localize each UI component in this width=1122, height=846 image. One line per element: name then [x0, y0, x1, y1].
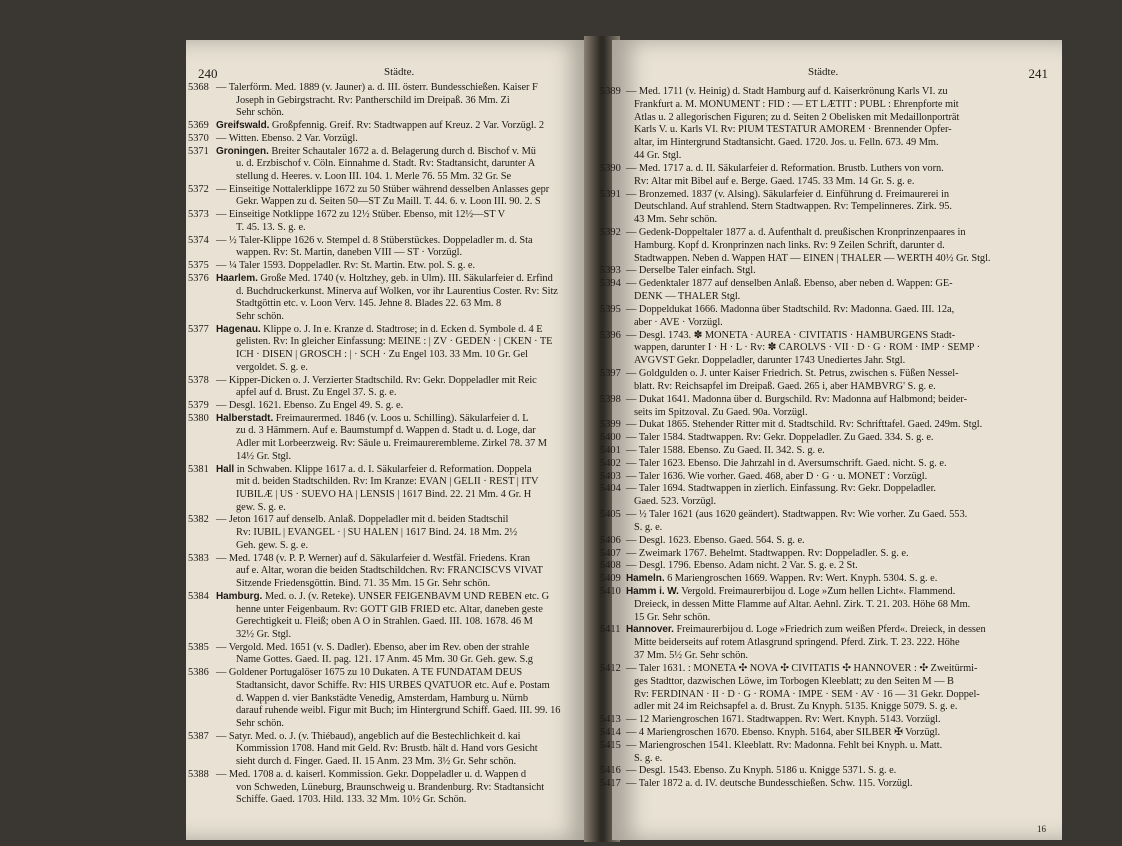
entry-text: Gaed. 523. Vorzügl.	[634, 496, 717, 508]
catalog-line	[236, 782, 590, 793]
entry-text: d. Wappen d. vier Bankstädte Venedig, Amsterdam, Hamburg u. Nürnb	[236, 692, 528, 704]
catalog-line	[626, 740, 1054, 751]
catalog-line	[634, 355, 1054, 366]
catalog-line	[236, 489, 590, 500]
catalog-line	[626, 189, 1054, 200]
entry-text: Rv: Altar mit Bibel auf e. Berge. Gaed. 1745. 33 Mm. 14 Gr. S. g. e.	[634, 175, 915, 187]
lot-number: 5390	[600, 162, 621, 174]
entry-text: — Goldener Portugalöser 1675 zu 10 Dukaten. A TE FUNDATAM DEUS	[216, 667, 523, 679]
catalog-line	[634, 676, 1054, 687]
entry-text: Großpfennig. Greif. Rv: Stadtwappen auf Kreuz. 2 Var. Vorzügl. 2	[269, 120, 545, 132]
lot-number: 5404	[600, 483, 621, 495]
catalog-line	[634, 99, 1054, 110]
lot-number: 5414	[600, 727, 621, 738]
catalog-line	[634, 612, 1054, 623]
catalog-line	[216, 413, 590, 424]
catalog-line	[626, 509, 1054, 520]
entry-text: — Satyr. Med. o. J. (v. Thiébaud), angeblich auf die Bestechlichkeit d. kai	[216, 730, 521, 742]
entry-text: ICH · DISEN | GROSCH : | · SCH · Zu Engel 103. 33 Mm. 10 Gr. Gel	[236, 349, 528, 361]
catalog-line	[626, 548, 1054, 559]
lot-number: 5409	[600, 573, 621, 585]
entry-text: IUBILÆ | US · SUEVO HA | LENSIS | 1617 Bind. 22. 21 Mm. 4 Gr. H	[236, 489, 532, 501]
catalog-line	[626, 714, 1054, 725]
signature-mark: 16	[1037, 824, 1046, 834]
lot-number: 5416	[600, 765, 621, 777]
entry-text: Rv: FERDINAN · II · D · G · ROMA · IMPE · SEM · AV · 16 — 31 Gekr. Doppel-	[634, 688, 980, 700]
entry-text: aber · AVE · Vorzügl.	[634, 316, 723, 328]
catalog-line	[236, 387, 590, 398]
catalog-line	[626, 560, 1054, 571]
catalog-line	[236, 196, 590, 207]
entry-text: — Med. 1708 a. d. kaiserl. Kommission. Gekr. Doppeladler u. d. Wappen d	[216, 768, 526, 780]
lot-number: 5411	[600, 624, 621, 636]
catalog-line	[236, 705, 590, 716]
lot-number: 5383	[188, 552, 209, 564]
entry-text: gew. S. g. e.	[236, 501, 286, 513]
catalog-line	[236, 476, 590, 487]
entry-text: von Schweden, Lüneburg, Braunschweig u. Brandenburg. Rv: Stadtansicht	[236, 781, 545, 793]
city-heading: Haarlem.	[216, 272, 258, 284]
catalog-line	[216, 400, 590, 411]
entry-text: — Einseitige Nottalerklippe 1672 zu 50 Stüber während desselben Anlasses gepr	[216, 183, 550, 195]
lot-number: 5389	[600, 86, 621, 97]
lot-number: 5399	[600, 419, 621, 431]
catalog-line	[216, 235, 590, 246]
right-page	[600, 40, 1062, 840]
lot-number: 5402	[600, 457, 621, 469]
catalog-line	[634, 342, 1054, 353]
entry-text: — Taler 1623. Ebenso. Die Jahrzahl in d. Aversumschrift. Gaed. nicht. S. g. e.	[626, 457, 947, 469]
catalog-line	[236, 298, 590, 309]
catalog-line	[216, 260, 590, 271]
entry-text: — Desgl. 1623. Ebenso. Gaed. 564. S. g. e.	[626, 534, 805, 546]
catalog-line	[236, 604, 590, 615]
entry-text: Stadtgöttin etc. v. Loon Verv. 145. Jehne 8. Blades 22. 63 Mm. 8	[236, 298, 502, 310]
catalog-line	[236, 565, 590, 576]
lot-number: 5384	[188, 590, 209, 602]
catalog-line	[216, 120, 590, 131]
running-head: Städte.	[808, 66, 839, 78]
entry-text: 44 Gr. Stgl.	[634, 150, 682, 162]
catalog-line	[634, 124, 1054, 135]
running-head: Städte.	[384, 66, 415, 78]
entry-text: 43 Mm. Sehr schön.	[634, 214, 718, 226]
entry-text: Karls V. u. Karls VI. Rv: PIUM TESTATUR AMOREM · Brennender Opfer-	[634, 124, 952, 136]
entry-text: — Desgl. 1543. Ebenso. Zu Knyph. 5186 u. Knigge 5371. S. g. e.	[626, 765, 897, 777]
entry-text: — Taler 1872 a. d. IV. deutsche Bundesschießen. Schw. 115. Vorzügl.	[626, 778, 913, 790]
entry-text: altar, im Hintergrund Stadtansicht. Gaed. 1720. Jos. u. Felln. 673. 49 Mm.	[634, 137, 939, 149]
city-heading: Hameln.	[626, 573, 665, 585]
catalog-line	[634, 496, 1054, 507]
entry-text: — Desgl. 1743. ✽ MONETA · AUREA · CIVITATIS · HAMBURGENS Stadt-	[626, 329, 956, 341]
entry-text: — Desgl. 1621. Ebenso. Zu Engel 49. S. g. e.	[216, 400, 404, 411]
catalog-line	[626, 163, 1054, 174]
catalog-line	[634, 112, 1054, 123]
catalog-line	[634, 291, 1054, 302]
catalog-line	[236, 680, 590, 691]
lot-number: 5382	[188, 514, 209, 526]
entry-text: T. 45. 13. S. g. e.	[236, 221, 306, 233]
entry-text: wappen. Rv: St. Martin, daneben VIII — ST · Vorzügl.	[236, 247, 463, 259]
entry-text: — Med. 1711 (v. Heinig) d. Stadt Hamburg auf d. Kaiserkrönung Karls VI. zu	[626, 86, 948, 97]
lot-number: 5379	[188, 400, 209, 411]
catalog-line	[236, 527, 590, 538]
catalog-line	[216, 273, 590, 284]
lot-number: 5401	[600, 444, 621, 456]
entry-text: Kommission 1708. Hand mit Geld. Rv: Brustb. hält d. Hand vors Gesicht	[236, 743, 538, 755]
entry-text: — Med. 1748 (v. P. P. Werner) auf d. Säkularfeier d. Westfäl. Friedens. Kran	[216, 552, 531, 564]
entry-text: — Zweimark 1767. Behelmt. Stadtwappen. Rv: Doppeladler. S. g. e.	[626, 547, 909, 559]
entry-text: blatt. Rv: Reichsapfel im Dreipaß. Gaed. 265 i, aber HAMBVRG' S. g. e.	[634, 380, 936, 392]
entry-text: darauf ruhende weibl. Figur mit Buch; im Hintergrund Schiff. Gaed. III. 99. 16	[236, 705, 561, 717]
catalog-line	[236, 286, 590, 297]
entry-text: — Vergold. Med. 1651 (v. S. Dadler). Ebenso, aber im Rev. oben der strahle	[216, 641, 530, 653]
lot-number: 5378	[188, 374, 209, 386]
catalog-line	[236, 349, 590, 360]
lot-number: 5370	[188, 132, 209, 144]
entry-text: Freimaurermed. 1846 (v. Loos u. Schilling). Säkularfeier d. L	[273, 412, 529, 424]
entry-text: Gerechtigkeit u. Fleiß; oben A O in Strahlen. Gaed. III. 108. 1678. 46 M	[236, 616, 533, 628]
catalog-line	[634, 599, 1054, 610]
city-heading: Greifswald.	[216, 120, 270, 132]
catalog-line	[236, 540, 590, 551]
entry-text: u. d. Erzbischof v. Cöln. Einnahme d. Stadt. Rv: Stadtansicht, darunter A	[236, 158, 536, 170]
entry-text: — Desgl. 1796. Ebenso. Adam nicht. 2 Var. S. g. e. 2 St.	[626, 560, 858, 572]
entry-text: sieht durch d. Finger. Gaed. II. 15 Anm. 23 Mm. 3½ Gr. Sehr schön.	[236, 756, 517, 768]
entry-text: 14½ Gr. Stgl.	[236, 450, 292, 462]
catalog-line	[236, 158, 590, 169]
lot-number: 5397	[600, 368, 621, 380]
lot-number: 5407	[600, 547, 621, 559]
catalog-line	[634, 637, 1054, 648]
entry-text: — Taler 1694. Stadtwappen in zierlich. Einfassung. Rv: Gekr. Doppeladler.	[626, 483, 936, 495]
catalog-line	[634, 240, 1054, 251]
lot-number: 5376	[188, 272, 209, 284]
entry-text: — 4 Mariengroschen 1670. Ebenso. Knyph. 5164, aber SILBER ✠ Vorzügl.	[626, 727, 941, 738]
entry-text: auf e. Altar, woran die beiden Stadtschildchen. Rv: FRANCISCVS VIVAT	[236, 565, 543, 577]
entry-text: — Jeton 1617 auf denselb. Anlaß. Doppeladler mit d. beiden Stadtschil	[216, 514, 509, 526]
catalog-line	[626, 586, 1054, 597]
city-heading: Hamm i. W.	[626, 585, 679, 597]
catalog-line	[626, 663, 1054, 674]
entry-text: — Dukat 1641. Madonna über d. Burgschild. Rv: Madonna auf Halbmond; beider-	[626, 393, 967, 405]
catalog-line	[216, 375, 590, 386]
catalog-line	[626, 535, 1054, 546]
entry-text: Name Gottes. Gaed. II. pag. 121. 17 Anm. 45 Mm. 30 Gr. Geh. gew. S.g	[236, 654, 533, 666]
catalog-line	[626, 624, 1054, 635]
catalog-line	[236, 616, 590, 627]
entry-text: — Taler 1631. : MONETA ✣ NOVA ✣ CIVITATIS ✣ HANNOVER : ✣ Zweitürmi-	[626, 662, 978, 674]
entry-text: Sehr schön.	[236, 310, 284, 322]
catalog-line	[236, 502, 590, 513]
catalog-line	[216, 642, 590, 653]
catalog-line	[626, 458, 1054, 469]
catalog-line	[236, 247, 590, 258]
city-heading: Hamburg.	[216, 590, 263, 602]
entry-text: — Einseitige Notklippe 1672 zu 12½ Stüber. Ebenso, mit 12½—ST V	[216, 209, 506, 221]
catalog-line	[236, 311, 590, 322]
lot-number: 5396	[600, 329, 621, 341]
entry-text: — Kipper-Dicken o. J. Verzierter Stadtschild. Rv: Gekr. Doppeladler mit Reic	[216, 374, 537, 386]
catalog-line	[634, 214, 1054, 225]
catalog-line	[626, 394, 1054, 405]
entry-text: mit d. beiden Stadtschilden. Rv: Im Kranze: EVAN | GELII · REST | ITV	[236, 476, 539, 488]
lot-number: 5372	[188, 183, 209, 195]
city-heading: Halberstadt.	[216, 412, 274, 424]
entry-text: — ½ Taler 1621 (aus 1620 geändert). Stadtwappen. Rv: Wie vorher. Zu Gaed. 553.	[626, 509, 968, 521]
catalog-line	[634, 407, 1054, 418]
page-number: 240	[198, 66, 218, 81]
catalog-line	[634, 150, 1054, 161]
entry-text: — ½ Taler-Klippe 1626 v. Stempel d. 8 Stüberstückes. Doppeladler m. d. Sta	[216, 234, 533, 246]
catalog-line	[236, 794, 590, 805]
catalog-line	[216, 184, 590, 195]
entry-text: Stadtansicht, davor Schiffe. Rv: HIS URBES QVATUOR etc. Auf e. Postam	[236, 679, 550, 691]
lot-number: 5408	[600, 560, 621, 572]
entry-text: Gekr. Wappen zu d. Seiten 50—ST Zu Maill. T. 44. 6. v. Loon III. 90. 2. S	[236, 196, 541, 208]
catalog-line	[236, 693, 590, 704]
entry-text: wappen, darunter I · H · L · Rv: ✽ CAROLVS · VII · D · G · ROM · IMP · SEMP ·	[634, 342, 980, 354]
entry-text: — Med. 1717 a. d. II. Säkularfeier d. Reformation. Brustb. Luthers von vorn.	[626, 162, 944, 174]
catalog-line	[236, 336, 590, 347]
lot-number: 5369	[188, 120, 209, 132]
catalog-line	[236, 451, 590, 462]
entry-text: Deutschland. Auf strahlend. Stern Stadtwappen. Rv: Tempelinneres. Zirk. 95.	[634, 201, 952, 213]
catalog-line	[216, 133, 590, 144]
entry-text: — Derselbe Taler einfach. Stgl.	[626, 265, 756, 277]
catalog-line	[634, 253, 1054, 264]
catalog-line	[216, 553, 590, 564]
lot-number: 5380	[188, 412, 209, 424]
catalog-line	[626, 778, 1054, 789]
catalog-line	[634, 317, 1054, 328]
entry-text: Vergold. Freimaurerbijou d. Loge »Zum hellen Licht«. Flammend.	[678, 585, 956, 597]
entry-text: Sitzende Friedensgöttin. Bind. 71. 35 Mm. 15 Gr. Sehr schön.	[236, 578, 491, 590]
catalog-line	[626, 368, 1054, 379]
catalog-line	[216, 514, 590, 525]
catalog-line	[634, 201, 1054, 212]
entry-text: 32½ Gr. Stgl.	[236, 628, 292, 640]
entry-text: — Goldgulden o. J. unter Kaiser Friedrich. St. Petrus, zwischen s. Füßen Nessel-	[626, 368, 959, 380]
catalog-line	[236, 425, 590, 436]
entry-text: Breiter Schautaler 1672 a. d. Belagerung durch d. Bischof v. Mü	[268, 145, 536, 157]
entry-text: Rv: IUBIL | EVANGEL · | SU HALEN | 1617 Bind. 24. 18 Mm. 2½	[236, 527, 518, 539]
catalog-line	[634, 176, 1054, 187]
lot-number: 5392	[600, 227, 621, 239]
catalog-line	[626, 483, 1054, 494]
entry-text: Dreieck, in dessen Mitte Flamme auf Altar. Aehnl. Zirk. T. 21. 203. Höhe 68 Mm.	[634, 598, 971, 610]
catalog-line	[216, 769, 590, 780]
entry-text: seits im Spitzoval. Zu Gaed. 90a. Vorzügl.	[634, 406, 808, 418]
catalog-line	[216, 591, 590, 602]
catalog-line	[236, 578, 590, 589]
catalog-line	[626, 765, 1054, 776]
catalog-line	[216, 731, 590, 742]
lot-number: 5371	[188, 145, 209, 157]
catalog-line	[236, 438, 590, 449]
lot-number: 5415	[600, 739, 621, 751]
catalog-line	[236, 629, 590, 640]
lot-number: 5381	[188, 463, 209, 475]
entry-text: — Gedenktaler 1877 auf denselben Anlaß. Ebenso, aber neben d. Wappen: GE-	[626, 278, 953, 290]
entry-text: — Doppeldukat 1666. Madonna über Stadtschild. Rv: Madonna. Gaed. III. 12a,	[626, 303, 955, 315]
city-heading: Hagenau.	[216, 323, 261, 335]
catalog-line	[216, 464, 590, 475]
lot-number: 5373	[188, 209, 209, 221]
entry-text: Schiffe. Gaed. 1703. Hild. 133. 32 Mm. 10½ Gr. Schön.	[236, 794, 467, 806]
catalog-line	[626, 419, 1054, 430]
lot-number: 5413	[600, 714, 621, 726]
entry-text: — Gedenk-Doppeltaler 1877 a. d. Aufenthalt d. preußischen Kronprinzenpaares in	[626, 227, 966, 239]
catalog-line	[236, 718, 590, 729]
lot-number: 5400	[600, 432, 621, 444]
catalog-line	[626, 471, 1054, 482]
lot-number: 5387	[188, 730, 209, 742]
entry-text: — Taler 1588. Ebenso. Zu Gaed. II. 342. S. g. e.	[626, 444, 825, 456]
entry-text: DENK — THALER Stgl.	[634, 291, 741, 303]
entry-text: 15 Gr. Sehr schön.	[634, 611, 711, 623]
lot-number: 5368	[188, 82, 209, 93]
entry-text: Klippe o. J. In e. Kranze d. Stadtrose; in d. Ecken d. Symbole d. 4 E	[260, 323, 543, 335]
entry-text: Große Med. 1740 (v. Holtzhey, geb. in Ulm). III. Säkularfeier d. Erfind	[257, 272, 553, 284]
catalog-line	[626, 445, 1054, 456]
catalog-line	[626, 727, 1054, 738]
catalog-line	[216, 324, 590, 335]
entry-text: gelisten. Rv: In gleicher Einfassung: MEINE : | ZV · GEDEN · | CKEN · TE	[236, 336, 553, 348]
lot-number: 5375	[188, 260, 209, 272]
entry-text: zu d. 3 Hämmern. Auf e. Baumstumpf d. Wappen d. Stadt u. d. Loge, dar	[236, 425, 536, 437]
city-heading: Groningen.	[216, 145, 269, 157]
catalog-line	[626, 278, 1054, 289]
entry-text: stellung d. Heeres. v. Loon III. 104. 1. Merle 76. 55 Mm. 32 Gr. Se	[236, 171, 512, 183]
entry-text: S. g. e.	[634, 752, 663, 764]
page-number: 241	[1028, 66, 1048, 81]
entry-text: Freimaurerbijou d. Loge »Friedrich zum weißen Pferd«. Dreieck, in dessen	[673, 624, 986, 636]
entry-text: — Bronzemed. 1837 (v. Alsing). Säkularfeier d. Einführung d. Freimaurerei in	[626, 188, 950, 200]
entry-text: vergoldet. S. g. e.	[236, 361, 308, 373]
entry-text: henne unter Feigenbaum. Rv: GOTT GIB FRIED etc. Altar, daneben geste	[236, 603, 543, 615]
catalog-line	[634, 701, 1054, 712]
entry-text: Mitte beiderseits auf rotem Atlasgrund springend. Pferd. Zirk. T. 23. 222. Höhe	[634, 637, 960, 649]
catalog-line	[626, 304, 1054, 315]
entry-text: 6 Mariengroschen 1669. Wappen. Rv: Wert. Knyph. 5304. S. g. e.	[664, 573, 938, 585]
entry-text: Adler mit Lorbeerzweig. Rv: Säule u. Freimaurerembleme. Zirkel 78. 37 M	[236, 438, 547, 450]
entry-text: — Talerförm. Med. 1889 (v. Jauner) a. d. III. österr. Bundesschießen. Kaiser F	[216, 82, 538, 93]
lot-number: 5386	[188, 667, 209, 679]
catalog-line	[236, 743, 590, 754]
entry-text: Stadtwappen. Neben d. Wappen HAT — EINEN | THALER — WERTH 40½ Gr. Stgl.	[634, 252, 991, 264]
entry-text: apfel auf d. Brust. Zu Engel 37. S. g. e.	[236, 387, 397, 399]
catalog-line	[626, 265, 1054, 276]
entry-text: ges Stadttor, dazwischen Löwe, im Torbogen Kleeblatt; zu den Seiten M — B	[634, 675, 954, 687]
entry-text: Sehr schön.	[236, 107, 284, 119]
lot-number: 5388	[188, 768, 209, 780]
entry-text: — ¼ Taler 1593. Doppeladler. Rv: St. Martin. Etw. pol. S. g. e.	[216, 260, 476, 272]
lot-number: 5395	[600, 303, 621, 315]
entry-text: — Mariengroschen 1541. Kleeblatt. Rv: Madonna. Fehlt bei Knyph. u. Matt.	[626, 739, 943, 751]
lot-number: 5417	[600, 778, 621, 790]
lot-number: 5393	[600, 265, 621, 277]
entry-text: — Witten. Ebenso. 2 Var. Vorzügl.	[216, 132, 358, 144]
catalog-line	[236, 756, 590, 767]
catalog-line	[216, 209, 590, 220]
entry-text: S. g. e.	[634, 521, 663, 533]
catalog-line	[634, 137, 1054, 148]
left-page	[186, 40, 590, 840]
entry-text: 37 Mm. 5½ Gr. Sehr schön.	[634, 650, 748, 662]
catalog-line	[236, 654, 590, 665]
lot-number: 5385	[188, 641, 209, 653]
catalog-line	[634, 650, 1054, 661]
lot-number: 5394	[600, 278, 621, 290]
lot-number: 5391	[600, 188, 621, 200]
entry-text: — Taler 1636. Wie vorher. Gaed. 468, aber D · G · u. MONET : Vorzügl.	[626, 470, 928, 482]
entry-text: Med. o. J. (v. Reteke). UNSER FEIGENBAVM UND REBEN etc. G	[262, 590, 550, 602]
city-heading: Hannover.	[626, 624, 674, 636]
city-heading: Hall	[216, 463, 235, 475]
entry-text: — Dukat 1865. Stehender Ritter mit d. Stadtschild. Rv: Schrifttafel. Gaed. 249m. Stgl.	[626, 419, 983, 431]
entry-text: adler mit 24 im Reichsapfel a. d. Brust. Zu Knyph. 5135. Knigge 5079. S. g. e.	[634, 701, 958, 713]
catalog-line	[626, 573, 1054, 584]
entry-text: — Taler 1584. Stadtwappen. Rv: Gekr. Doppeladler. Zu Gaed. 334. S. g. e.	[626, 432, 934, 444]
catalog-line	[626, 227, 1054, 238]
catalog-line	[626, 432, 1054, 443]
lot-number: 5403	[600, 470, 621, 482]
catalog-line	[236, 362, 590, 373]
entry-text: Joseph in Gebirgstracht. Rv: Pantherschild im Dreipaß. 36 Mm. Zi	[236, 94, 510, 106]
catalog-line	[216, 146, 590, 157]
catalog-line	[634, 381, 1054, 392]
catalog-line	[236, 107, 590, 118]
entry-text: Atlas u. 2 allegorischen Figuren; zu d. Seiten 2 Obelisken mit Medaillonporträt	[634, 111, 960, 123]
entry-text: AVGVST Gekr. Doppeladler, darunter 1743 Unediertes Jahr. Stgl.	[634, 355, 906, 367]
catalog-line	[626, 86, 1054, 97]
lot-number: 5377	[188, 323, 209, 335]
catalog-line	[236, 95, 590, 106]
catalog-line	[634, 753, 1054, 764]
entry-text: Sehr schön.	[236, 718, 284, 729]
lot-number: 5374	[188, 234, 209, 246]
entry-text: — 12 Mariengroschen 1671. Stadtwappen. Rv: Wert. Knyph. 5143. Vorzügl.	[626, 714, 941, 726]
entry-text: Frankfurt a. M. MONUMENT : FID : — ET LÆTIT : PUBL : Ehrenpforte mit	[634, 98, 959, 110]
entry-text: in Schwaben. Klippe 1617 a. d. I. Säkularfeier d. Reformation. Doppela	[234, 463, 532, 475]
catalog-line	[634, 689, 1054, 700]
catalog-line	[634, 522, 1054, 533]
lot-number: 5406	[600, 534, 621, 546]
entry-text: Geh. gew. S. g. e.	[236, 539, 309, 551]
lot-number: 5405	[600, 509, 621, 521]
entry-text: d. Buchdruckerkunst. Minerva auf Wolken, vor ihr Laurentius Coster. Rv: Sitz	[236, 285, 558, 297]
entry-text: Hamburg. Kopf d. Kronprinzen nach links. Rv: 9 Zeilen Schrift, darunter d.	[634, 239, 945, 251]
catalog-line	[236, 222, 590, 233]
catalog-line	[626, 330, 1054, 341]
lot-number: 5398	[600, 393, 621, 405]
catalog-line	[216, 667, 590, 678]
lot-number: 5412	[600, 662, 621, 674]
catalog-line	[236, 171, 590, 182]
lot-number: 5410	[600, 585, 621, 597]
catalog-line	[216, 82, 590, 93]
